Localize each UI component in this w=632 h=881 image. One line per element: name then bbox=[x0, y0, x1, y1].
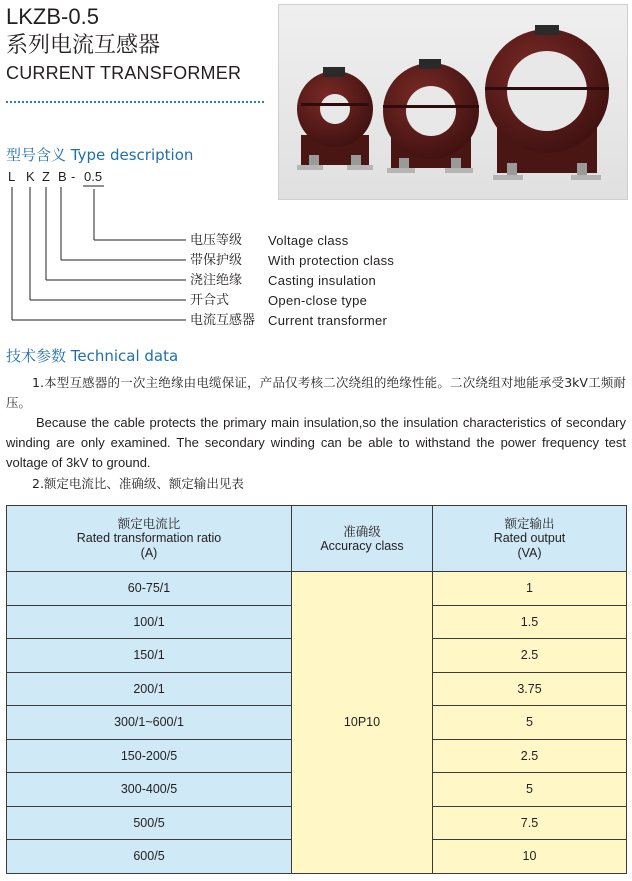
product-title-cn: 系列电流互感器 bbox=[6, 33, 161, 58]
desc-en-protection: With protection class bbox=[268, 253, 395, 268]
code-char-k: K bbox=[26, 169, 35, 184]
table-row bbox=[7, 572, 627, 606]
header-accuracy bbox=[292, 506, 433, 572]
cell-ratio: 150-200/5 bbox=[7, 739, 292, 773]
transformer-small bbox=[297, 67, 373, 170]
header-accuracy-en: Accuracy class bbox=[320, 538, 404, 553]
cell-output: 1.5 bbox=[433, 605, 627, 639]
header-output-en: Rated output bbox=[493, 531, 566, 545]
code-char-voltage: 0.5 bbox=[84, 169, 103, 184]
cell-accuracy: 10P10 bbox=[292, 572, 433, 874]
header-ratio bbox=[7, 506, 292, 572]
header-output bbox=[433, 506, 627, 572]
header-ratio-cn: 额定电流比 bbox=[117, 516, 181, 531]
spec-table bbox=[6, 505, 627, 874]
desc-en-transformer: Current transformer bbox=[268, 313, 388, 328]
cell-ratio: 100/1 bbox=[7, 605, 292, 639]
current-transformer-illustration bbox=[279, 5, 629, 201]
paragraph-table-intro: 2.额定电流比、准确级、额定输出见表 bbox=[32, 476, 244, 491]
desc-en-voltage: Voltage class bbox=[268, 233, 349, 248]
cell-ratio: 150/1 bbox=[7, 639, 292, 673]
cell-ratio: 60-75/1 bbox=[7, 572, 292, 606]
cell-output: 2.5 bbox=[433, 739, 627, 773]
product-photo bbox=[278, 4, 628, 200]
code-char-b: B bbox=[58, 169, 67, 184]
paragraph-insulation-cn: 1.本型互感器的一次主绝缘由电缆保证，产品仅考核二次绕组的绝缘性能。二次绕组对地能承受3kV工频耐压。 bbox=[6, 375, 626, 410]
desc-cn-voltage: 电压等级 bbox=[190, 233, 243, 248]
header-output-unit: (VA) bbox=[517, 546, 542, 560]
table-header-row bbox=[7, 506, 627, 572]
cell-ratio: 200/1 bbox=[7, 672, 292, 706]
technical-data-title: 技术参数 Technical data bbox=[6, 347, 179, 365]
cell-output: 10 bbox=[433, 840, 627, 874]
desc-cn-transformer: 电流互感器 bbox=[190, 313, 256, 328]
dotted-divider bbox=[6, 101, 264, 103]
cell-ratio: 300/1~600/1 bbox=[7, 706, 292, 740]
type-description-title: 型号含义 Type description bbox=[6, 146, 194, 164]
code-char-z: Z bbox=[42, 169, 50, 184]
header-ratio-en: Rated transformation ratio bbox=[76, 531, 222, 545]
header-output-cn: 额定输出 bbox=[504, 516, 555, 531]
desc-cn-casting: 浇注绝缘 bbox=[190, 273, 243, 288]
desc-en-open-close: Open-close type bbox=[268, 293, 368, 308]
code-char-l: L bbox=[8, 169, 16, 184]
cell-output: 2.5 bbox=[433, 639, 627, 673]
header-accuracy-cn: 准确级 bbox=[343, 523, 381, 539]
desc-cn-protection: 带保护级 bbox=[190, 253, 243, 268]
cell-output: 5 bbox=[433, 706, 627, 740]
transformer-large bbox=[485, 25, 609, 180]
cell-ratio: 500/5 bbox=[7, 806, 292, 840]
paragraph-insulation-en: Because the cable protects the primary main insulation,so the insulation characteristics of secondary winding are only examined. The secondary winding can be able to withstand the power frequency test voltage of 3kV to ground. bbox=[6, 415, 626, 470]
cell-output: 7.5 bbox=[433, 806, 627, 840]
cell-output: 3.75 bbox=[433, 672, 627, 706]
code-char-dash: - bbox=[71, 169, 76, 184]
product-title-en: CURRENT TRANSFORMER bbox=[6, 63, 242, 83]
cell-output: 5 bbox=[433, 773, 627, 807]
transformer-medium bbox=[383, 59, 479, 173]
desc-en-casting: Casting insulation bbox=[268, 273, 377, 288]
cell-ratio: 300-400/5 bbox=[7, 773, 292, 807]
cell-ratio: 600/5 bbox=[7, 840, 292, 874]
product-model: LKZB-0.5 bbox=[6, 4, 99, 29]
desc-cn-open-close: 开合式 bbox=[190, 293, 230, 308]
cell-output: 1 bbox=[433, 572, 627, 606]
header-ratio-unit: (A) bbox=[140, 546, 158, 560]
